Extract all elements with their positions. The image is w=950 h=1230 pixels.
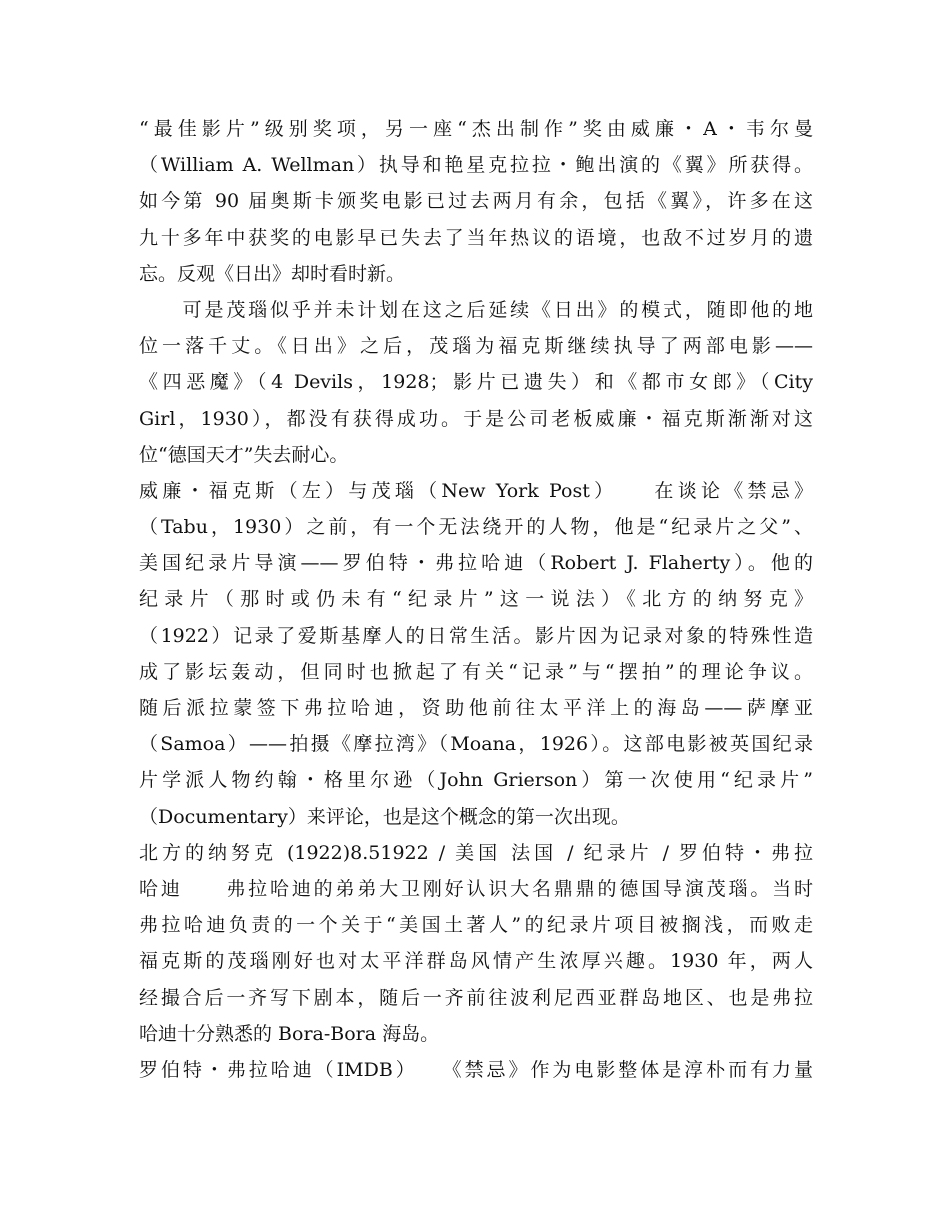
text-line-16: 成了影坛轰动，但同时也掀起了有关“记录”与“摆拍”的理论争议。 bbox=[139, 660, 813, 683]
text-line-2: （William A. Wellman）执导和艳星克拉拉・鲍出演的《翼》所获得。 bbox=[139, 154, 813, 177]
text-line-23: 弗拉哈迪负责的一个关于“美国土著人”的纪录片项目被搁浅，而败走 bbox=[139, 914, 813, 937]
text-line-15: （1922）记录了爱斯基摩人的日常生活。影片因为记录对象的特殊性造 bbox=[139, 624, 813, 647]
document-body bbox=[139, 111, 813, 1088]
text-line-5: 忘。反观《日出》却时看时新。 bbox=[139, 262, 406, 285]
text-line-8: 《四恶魔》（4 Devils，1928；影片已遗失）和《都市女郎》（City bbox=[139, 371, 813, 394]
text-line-17: 随后派拉蒙签下弗拉哈迪，资助他前往太平洋上的海岛——萨摩亚 bbox=[139, 697, 813, 719]
text-line-27: 罗伯特・弗拉哈迪（IMDB） 《禁忌》作为电影整体是淳朴而有力量 bbox=[139, 1058, 813, 1081]
text-line-1: “最佳影片”级别奖项，另一座“杰出制作”奖由威廉・A・韦尔曼 bbox=[139, 118, 813, 140]
text-line-21: 北方的纳努克 (1922)8.51922 / 美国 法国 / 纪录片 / 罗伯特・弗拉 bbox=[139, 841, 813, 864]
text-line-24: 福克斯的茂瑙刚好也对太平洋群岛风情产生浓厚兴趣。1930 年，两人 bbox=[139, 950, 813, 973]
text-line-26: 哈迪十分熟悉的 Bora-Bora 海岛。 bbox=[139, 1022, 440, 1045]
text-line-12: （Tabu，1930）之前，有一个无法绕开的人物，他是“纪录片之父”、 bbox=[139, 516, 813, 539]
text-line-18: （Samoa）——拍摄《摩拉湾》（Moana，1926）。这部电影被英国纪录 bbox=[139, 733, 813, 756]
text-line-3: 如今第 90 届奥斯卡颁奖电影已过去两月有余，包括《翼》，许多在这 bbox=[139, 190, 813, 213]
text-line-25: 经撮合后一齐写下剧本，随后一齐前往波利尼西亚群岛地区、也是弗拉 bbox=[139, 986, 813, 1009]
text-line-20: （Documentary）来评论，也是这个概念的第一次出现。 bbox=[139, 805, 630, 828]
text-line-6: 可是茂瑙似乎并未计划在这之后延续《日出》的模式，随即他的地 bbox=[139, 298, 813, 321]
text-line-11: 威廉・福克斯（左）与茂瑙（New York Post） 在谈论《禁忌》 bbox=[139, 479, 813, 502]
text-line-7: 位一落千丈。《日出》之后，茂瑙为福克斯继续执导了两部电影—— bbox=[139, 335, 813, 358]
text-line-14: 纪录片（那时或仍未有“纪录片”这一说法）《北方的纳努克》 bbox=[139, 588, 813, 611]
text-line-4: 九十多年中获奖的电影早已失去了当年热议的语境，也敌不过岁月的遗 bbox=[139, 226, 813, 249]
text-line-22: 哈迪 弗拉哈迪的弟弟大卫刚好认识大名鼎鼎的德国导演茂瑙。当时 bbox=[139, 877, 813, 900]
text-line-13: 美国纪录片导演——罗伯特・弗拉哈迪（Robert J. Flaherty）。他的 bbox=[139, 552, 813, 575]
text-line-9: Girl，1930），都没有获得成功。于是公司老板威廉・福克斯渐渐对这 bbox=[139, 407, 813, 430]
text-line-10: 位“德国天才”失去耐心。 bbox=[139, 443, 349, 466]
text-line-19: 片学派人物约翰・格里尔逊（John Grierson）第一次使用“纪录片” bbox=[139, 769, 813, 792]
